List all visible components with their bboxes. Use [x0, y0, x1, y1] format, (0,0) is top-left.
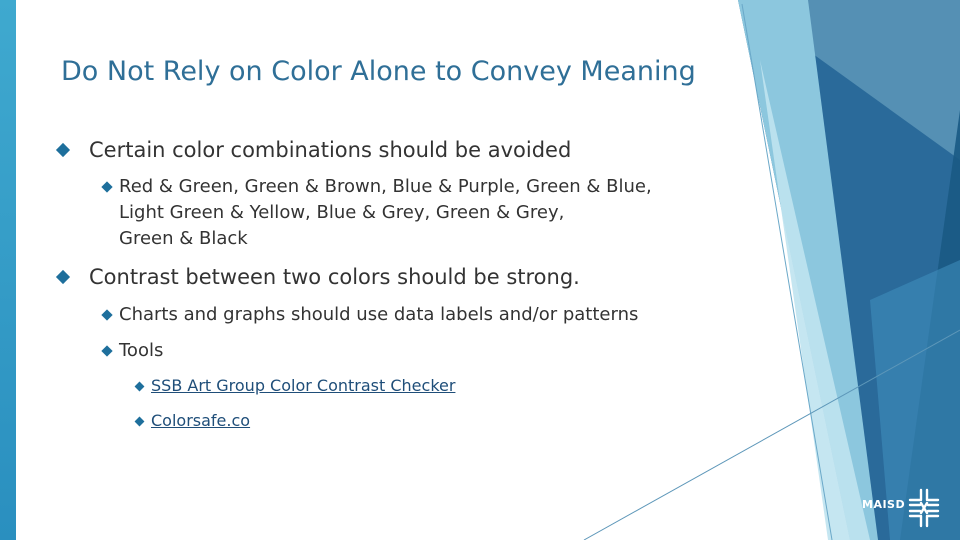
bullet-text-line: Red & Green, Green & Brown, Blue & Purple, Green & Blue, [119, 176, 652, 197]
bullet-text: Certain color combinations should be avoided [89, 138, 572, 162]
bullet-charts-graphs [119, 302, 638, 328]
bullet-avoided-combinations [119, 174, 652, 252]
logo-text: MAISD [862, 498, 906, 511]
bullet-text: Contrast between two colors should be strong. [89, 265, 580, 289]
bullet-color-combinations [89, 137, 571, 163]
bullet-text-line: Green & Black [119, 228, 248, 249]
bullet-tools [119, 338, 163, 364]
slide-title: Do Not Rely on Color Alone to Convey Meaning [61, 56, 696, 87]
bullet-ssb-checker [151, 375, 455, 397]
bullet-contrast [89, 264, 580, 290]
bullet-text: Charts and graphs should use data labels and/or patterns [119, 304, 639, 325]
bullet-text-line: Light Green & Yellow, Blue & Grey, Green & Grey, [119, 202, 565, 223]
ssb-color-contrast-checker-link[interactable]: SSB Art Group Color Contrast Checker [151, 376, 456, 395]
bullet-colorsafe [151, 410, 250, 432]
maisd-cross-icon [906, 488, 942, 528]
colorsafe-link[interactable]: Colorsafe.co [151, 411, 251, 430]
maisd-logo [862, 488, 942, 528]
bullet-text: Tools [119, 340, 164, 361]
